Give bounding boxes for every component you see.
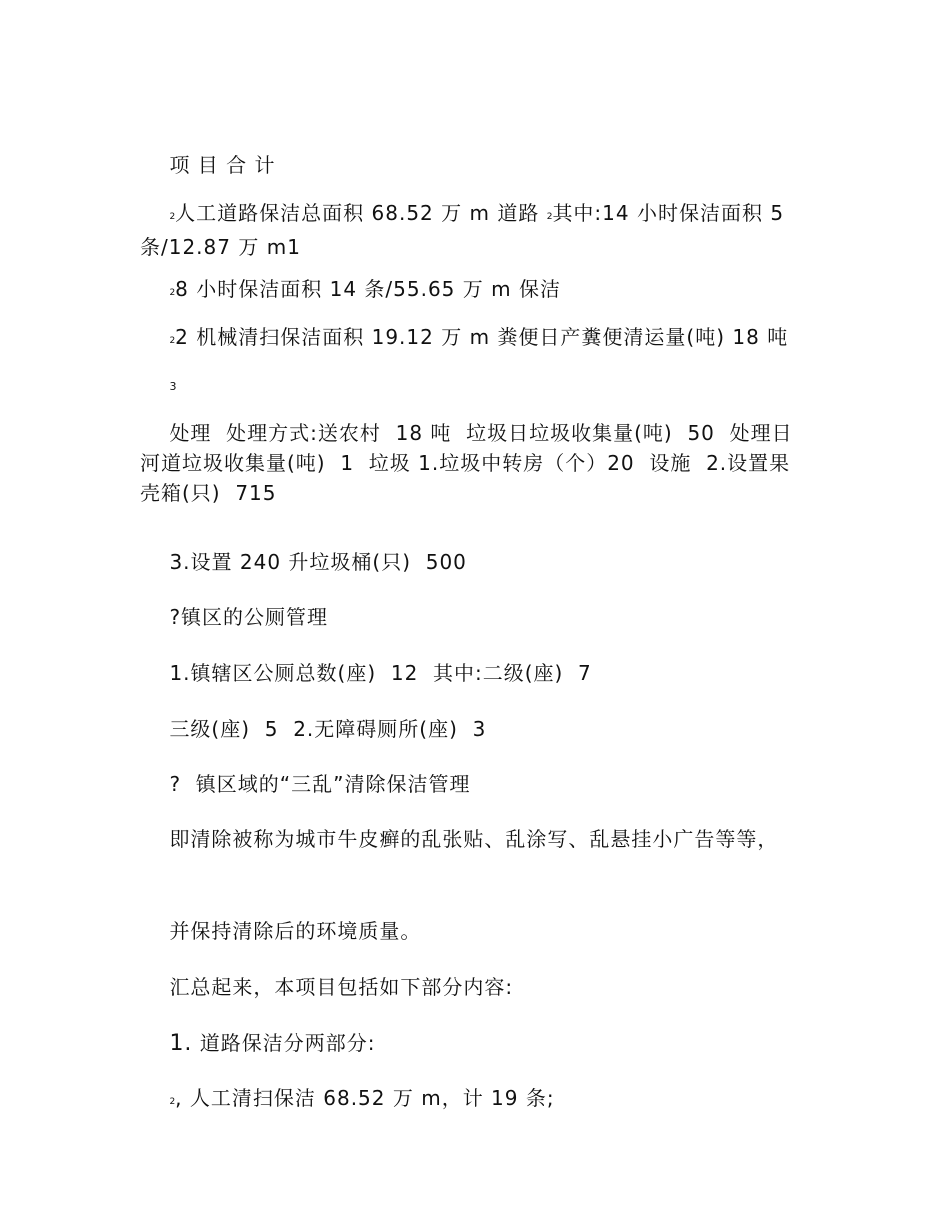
superscript-mark: 2 <box>169 336 176 346</box>
paragraph-text: 其中:14 小时保洁面积 5 条/12.87 万 m1 <box>140 201 792 259</box>
paragraph-text: 1.镇辖区公厕总数(座) 12 其中:二级(座) 7 <box>169 661 592 685</box>
paragraph-text: ? 镇区域的“三乱”清除保洁管理 <box>169 772 471 796</box>
paragraph-text: 三级(座) 5 2.无障碍厕所(座) 3 <box>169 717 487 741</box>
superscript-mark: 2 <box>169 288 176 298</box>
paragraph-text: 8 小时保洁面积 14 条/55.65 万 m 保洁 <box>175 277 561 301</box>
list-number: 1. <box>169 1031 193 1056</box>
paragraph-text: 道路保洁分两部分: <box>192 1031 376 1055</box>
paragraph-text: 汇总起来，本项目包括如下部分内容: <box>169 975 514 999</box>
paragraph-waste-facilities <box>140 388 810 538</box>
stray-number: 3 <box>169 380 178 393</box>
paragraph-text: , 人工清扫保洁 68.52 万 m，计 19 条; <box>175 1086 555 1110</box>
paragraph-text: 并保持清除后的环境质量。 <box>169 919 422 943</box>
paragraph-text: 人工道路保洁总面积 68.52 万 m 道路 <box>175 201 547 225</box>
paragraph-text: 2 机械清扫保洁面积 19.12 万 m 粪便日产糞便清运量(吨) 18 吨 <box>175 325 789 349</box>
paragraph-text: 即清除被称为城市牛皮癣的乱张贴、乱涂写、乱悬挂小广告等等， <box>169 827 779 851</box>
paragraph-text: 处理 处理方式:送农村 18 吨 垃圾日垃圾收集量(吨) 50 处理日河道垃圾收集量(吨) 1 垃圾 1.垃圾中转房（个）20 设施 2.设置果壳箱(只) 715 <box>140 421 793 505</box>
heading-text: 项 目 合 计 <box>169 153 276 177</box>
superscript-mark: 2 <box>169 1097 176 1107</box>
superscript-mark: 2 <box>169 212 176 222</box>
superscript-mark: 2 <box>546 212 553 222</box>
paragraph-clearing-ads <box>140 794 810 884</box>
paragraph-text: ?镇区的公厕管理 <box>169 605 329 629</box>
paragraph-text: 3.设置 240 升垃圾桶(只) 500 <box>169 550 467 574</box>
paragraph-manual-cleaning <box>140 1053 810 1147</box>
